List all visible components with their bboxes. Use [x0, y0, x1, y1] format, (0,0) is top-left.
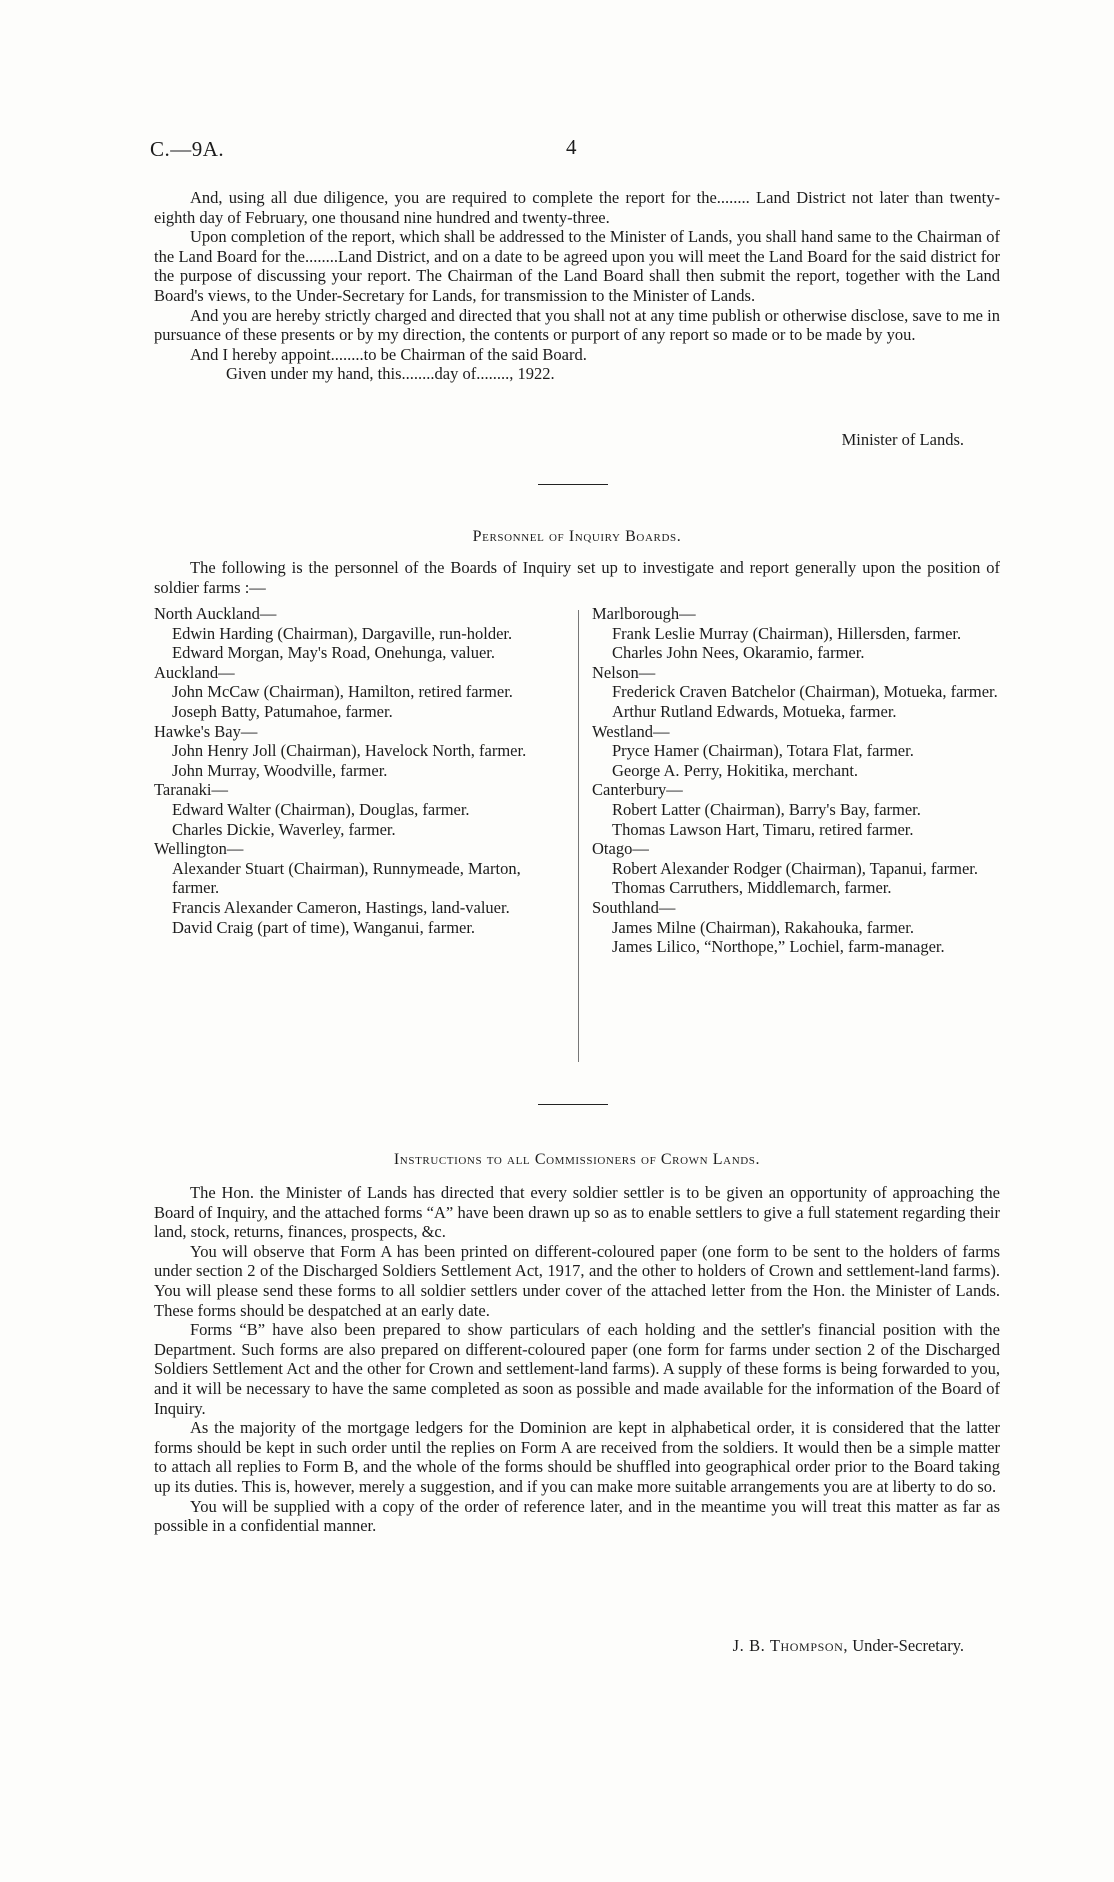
order-paragraph: And you are hereby strictly charged and directed that you shall not at any time publish or otherwise disclose, save to me in pursuance of these presents or by my direction, the contents or purport of any report so made or to be made by you. — [154, 305, 1000, 345]
column-divider — [578, 610, 579, 1062]
board-member: John McCaw (Chairman), Hamilton, retired farmer. — [172, 682, 513, 702]
board-member: Frederick Craven Batchelor (Chairman), Motueka, farmer. — [612, 682, 998, 702]
board-member: Edwin Harding (Chairman), Dargaville, run-holder. — [172, 623, 513, 643]
board-member: Frank Leslie Murray (Chairman), Hillersden, farmer. — [612, 623, 962, 643]
section-divider — [538, 484, 608, 485]
section-divider — [538, 1104, 608, 1105]
instructions-paragraph: As the majority of the mortgage ledgers for the Dominion are kept in alphabetical order, it is considered that the latter forms should be kept in such order until the replies on Form A are received from the soldiers. It would then be a simple matter to attach all replies to Form B, and the whole of the forms should be shuffled into geographical order prior to the Board taking up its duties. This is, however, merely a suggestion, and if you can make more suitable arrangements you are at liberty to do so. — [154, 1418, 1000, 1496]
order-paragraph: Upon completion of the report, which shall be addressed to the Minister of Lands, you shall hand same to the Chairman of the Land Board for the........Land District, and on a date to be agreed upon you will meet the Land Board for the said district for the purpose of discussing your report. The Chairman of the Land Board shall then submit the report, together with the Land Board's views, to the Under-Secretary for Lands, for transmission to the Minister of Lands. — [154, 227, 1000, 305]
document-code: C.—9A. — [150, 137, 225, 161]
given-line: Given under my hand, this........day of........, 1922. — [226, 364, 555, 384]
board-member: Edward Walter (Chairman), Douglas, farmer. — [172, 799, 470, 819]
district-label: Marlborough— — [592, 604, 696, 623]
page-number: 4 — [566, 135, 577, 159]
district-label: Hawke's Bay— — [154, 721, 258, 741]
instructions-paragraph: The Hon. the Minister of Lands has directed that every soldier settler is to be given an opportunity of approaching the Board of Inquiry, and the attached forms “A” have been drawn up so as to enable settlers to give a full statement regarding their land, stock, returns, finances, prospects, &c. — [154, 1183, 1000, 1242]
instructions-heading: Instructions to all Commissioners of Crown Lands. — [393, 1151, 761, 1168]
order-paragraph: And, using all due diligence, you are required to complete the report for the........ Land District not later than twenty-eighth day of February, one thousand nine hundred and twenty-three. — [154, 188, 1000, 227]
instructions-paragraph: You will observe that Form A has been printed on different-coloured paper (one form to be sent to the holders of farms under section 2 of the Discharged Soldiers Settlement Act, 1917, and the other to holders of Crown and settlement-land farms). You will please send these forms to all soldier settlers under cover of the attached letter from the Hon. the Minister of Lands. These forms should be despatched at an early date. — [154, 1241, 1000, 1320]
board-member: Arthur Rutland Edwards, Motueka, farmer. — [612, 701, 897, 721]
board-member: Joseph Batty, Patumahoe, farmer. — [172, 701, 393, 721]
order-text — [154, 188, 1000, 384]
minister-signature: Minister of Lands. — [841, 430, 964, 449]
district-label: Nelson— — [592, 662, 656, 682]
district-label: Otago— — [592, 839, 649, 859]
board-member: Alexander Stuart (Chairman), Runnymeade, Marton, farmer. — [172, 858, 521, 898]
district-label: Wellington— — [154, 839, 244, 859]
instructions-paragraph: You will be supplied with a copy of the order of reference later, and in the meantime you will treat this matter as far as possible in a confidential manner. — [154, 1496, 1000, 1536]
board-member: Robert Latter (Chairman), Barry's Bay, farmer. — [612, 799, 921, 819]
instructions-paragraph: Forms “B” have also been prepared to show particulars of each holding and the settler's financial position with the Department. Such forms are also prepared on different-coloured paper (one form for farms under section 2 of the Discharged Soldiers Settlement Act and the other for Crown and settlement-land farms). A supply of these forms is being forwarded to you, and it will be necessary to have the same completed as soon as possible and made available for the information of the Board of Inquiry. — [154, 1320, 1000, 1418]
board-member: Edward Morgan, May's Road, Onehunga, valuer. — [172, 643, 495, 663]
board-member: Thomas Carruthers, Middlemarch, farmer. — [612, 878, 892, 898]
under-secretary-signature — [600, 1636, 964, 1656]
board-member: George A. Perry, Hokitika, merchant. — [612, 760, 859, 780]
district-label: Taranaki— — [154, 780, 228, 800]
district-label: North Auckland— — [154, 604, 277, 623]
district-label: Canterbury— — [592, 780, 683, 800]
district-label: Westland— — [592, 721, 670, 741]
board-member: John Henry Joll (Chairman), Havelock North, farmer. — [172, 741, 527, 761]
board-member: David Craig (part of time), Wanganui, farmer. — [172, 917, 476, 937]
board-member: Francis Alexander Cameron, Hastings, land-valuer. — [172, 897, 510, 917]
board-member: James Lilico, “Northope,” Lochiel, farm-manager. — [612, 937, 945, 957]
personnel-left-column — [154, 604, 564, 937]
personnel-heading: Personnel of Inquiry Boards. — [472, 528, 682, 545]
board-member: Pryce Hamer (Chairman), Totara Flat, farmer. — [612, 741, 914, 761]
board-member: James Milne (Chairman), Rakahouka, farmer. — [612, 917, 914, 937]
board-member: John Murray, Woodville, farmer. — [172, 760, 388, 780]
board-member: Robert Alexander Rodger (Chairman), Tapanui, farmer. — [612, 858, 979, 878]
board-member: Charles Dickie, Waverley, farmer. — [172, 819, 396, 839]
order-paragraph: And I hereby appoint........to be Chairman of the said Board. — [190, 344, 587, 364]
board-member: Charles John Nees, Okaramio, farmer. — [612, 643, 865, 663]
personnel-intro: The following is the personnel of the Boards of Inquiry set up to investigate and report generally upon the position of soldier farms :— — [154, 558, 1000, 597]
signatory-name: J. B. Thompson, — [732, 1636, 849, 1655]
district-label: Southland— — [592, 897, 676, 917]
board-member: Thomas Lawson Hart, Timaru, retired farmer. — [612, 819, 914, 839]
signatory-title: Under-Secretary. — [852, 1636, 964, 1655]
district-label: Auckland— — [154, 662, 235, 682]
personnel-right-column — [592, 604, 1002, 957]
instructions-text — [154, 1183, 1000, 1536]
